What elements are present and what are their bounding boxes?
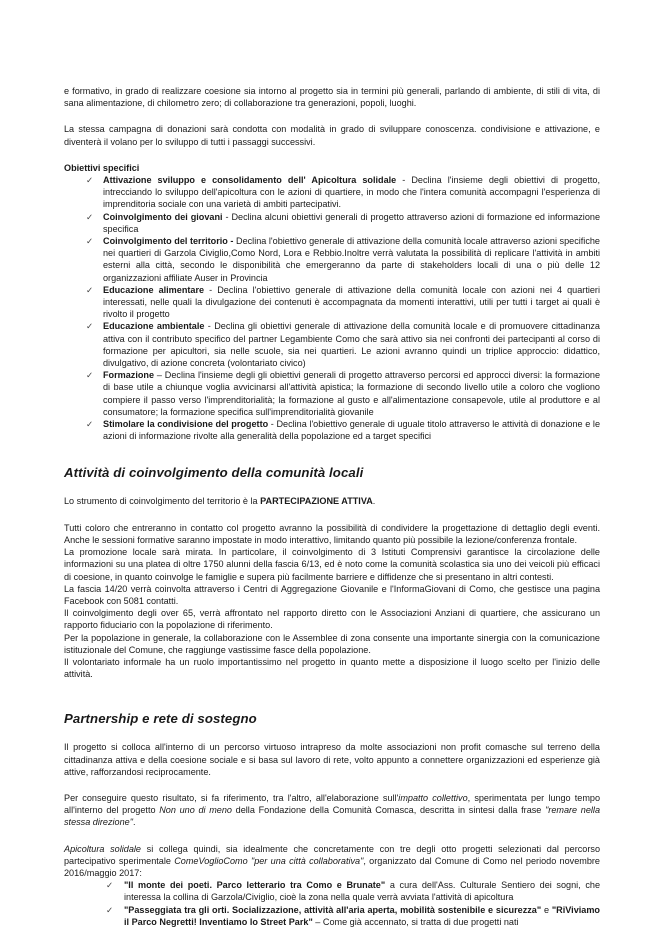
spacer (64, 148, 600, 162)
partnership-paragraph-3 (64, 843, 600, 880)
participation-lead (64, 495, 600, 507)
checkmark-icon: ✓ (106, 880, 114, 891)
attivita-paragraph-1: Tutti coloro che entreranno in contatto col progetto avranno la possibilità di condividere la progettazione di dettaglio degli eventi. Anche le sessioni formative saranno impostate in modo interattivo, limitando quanto più possibile la lezione/conferenza frontale. (64, 522, 600, 545)
text-run: . (132, 817, 136, 828)
checkmark-icon: ✓ (86, 370, 94, 381)
list-item-title: Coinvolgimento dei giovani (103, 211, 223, 222)
partnership-paragraph-1: Il progetto si colloca all'interno di un percorso virtuoso intrapreso da molte associazioni non profit comasche sul terreno della cittadinanza attiva e della coesione sociale e si basa sul lavoro di rete, volto appunto a connettere organizzazioni ed esperienze già attive, rafforzandosi reciprocamente. (64, 742, 600, 777)
list-item-body: - Declina gli obiettivi generale di attivazione della comunità locale e di promuovere cittadinanza attiva con il contributo specifico del partner Legambiente Como che sarà attivo sia nei confronti dei partecipanti al corso di formazione per apicultori, sia nelle scuole, sia nei quartieri. Le azioni avranno quindi un triplice approccio: didattico, divulgativo, di azione concreta (volontariato civico) (103, 321, 600, 369)
section-heading-attivita: Attività di coinvolgimento della comunità locali (64, 465, 364, 481)
text-run: della Fondazione della Comunità Comasca, descritta in sintesi dalla frase (231, 805, 546, 816)
list-item (64, 320, 600, 369)
section-heading-partnership: Partnership e rete di sostegno (64, 711, 257, 727)
italic-run: ComeVoglioComo "per una città collaborativa" (174, 855, 364, 866)
spacer (64, 442, 600, 464)
list-item (64, 879, 600, 903)
list-item-title: Formazione (103, 370, 155, 381)
list-item-body: Declina l'obiettivo generale di attivazione della comunità locale attraverso azioni specifiche nei quartieri di Garzola Civiglio,Como Nord, Lora e Rebbio.Inoltre verrà valutata la possibilità di replicare l'attività in ambiti esterni alla città, secondo le disponibilità che emergeranno da parte di stakeholders locali di una o più delle 12 organizzazioni affiliate Auser in Provincia (103, 236, 600, 283)
partnership-projects-list (64, 879, 600, 928)
attivita-paragraph-3: La fascia 14/20 verrà coinvolta attraverso i Centri di Aggregazione Giovanile e l'InformaGiovani di Como, che gestisce una pagina Facebook con 5081 contatti. (64, 583, 600, 606)
list-item-title: Attivazione sviluppo e consolidamento dell' Apicoltura solidale (103, 175, 397, 186)
list-item (64, 369, 600, 418)
list-item (64, 904, 600, 928)
checkmark-icon: ✓ (86, 175, 94, 186)
spacer (64, 727, 600, 741)
partnership-paragraph-2 (64, 792, 600, 829)
attivita-paragraph-2: La promozione locale sarà mirata. In particolare, il coinvolgimento di 3 Istituti Comprensivi garantisce la circolazione delle informazioni su una platea di oltre 1750 alunni della fascia 6/13, ed è noto come la comunità scolastica sia uno dei veicoli più efficaci di coesione, in quanto coinvolge le famiglie e supera più facilmente barriere e diffidenze che si presentano in altri contesti. (64, 547, 600, 582)
list-item (64, 284, 600, 321)
attivita-paragraph-6: Il volontariato informale ha un ruolo importantissimo nel progetto in quanto mette a disposizione il luogo scelto per l'inizio delle attività. (64, 656, 600, 680)
participation-lead-bold: PARTECIPAZIONE ATTIVA (260, 496, 373, 507)
list-item-body: – Come già accennato, si tratta di due progetti nati (312, 916, 519, 927)
spacer (64, 778, 600, 792)
attivita-paragraph-5: Per la popolazione in generale, la collaborazione con le Assemblee di zona consente una importante sinergia con la comunicazione istituzionale del Comune, che raggiunge vastissime fasce della popolazione. (64, 632, 600, 655)
italic-run: impatto collettivo (398, 792, 468, 803)
list-item-title: Educazione alimentare (103, 284, 205, 295)
checkmark-icon: ✓ (86, 419, 94, 430)
list-item-mid: e (541, 904, 552, 915)
list-item-body: - Declina alcuni obiettivi generali di progetto attraverso azioni di formazione ed informazione specifica (103, 211, 600, 234)
list-item (64, 174, 600, 211)
spacer (64, 508, 600, 522)
spacer (64, 829, 600, 843)
italic-run: Non uno di meno (159, 805, 232, 816)
spacer (64, 109, 600, 123)
spacer (64, 680, 600, 710)
checkmark-icon: ✓ (86, 236, 94, 247)
list-item-body: a cura dell'Ass. Culturale Sentiero dei sogni, che interessa la collina di Garzola/Civiglio, cioè la zona nella quale verrà avviata l'attività di apicoltura (124, 880, 600, 903)
participation-lead-suffix: . (372, 496, 376, 507)
spacer (64, 481, 600, 495)
objectives-list (64, 174, 600, 442)
text-run: si collega quindi, sia idealmente che concretamente con tre degli otto progetti selezionati dal percorso partecipativo sperimentale (64, 843, 600, 866)
intro-paragraph-1: e formativo, in grado di realizzare coesione sia intorno al progetto sia in termini più generali, parlando di ambiente, di stili di vita, di sana alimentazione, di chilometro zero; di collaborazione tra generazioni, popoli, luoghi. (64, 86, 600, 109)
list-item-title: "Il monte dei poeti. Parco letterario tra Como e Brunate" (124, 880, 386, 891)
list-item-title-2: "RiViviamo il Parco Negretti! Inventiamo lo Street Park" (124, 904, 600, 927)
participation-lead-prefix: Lo strumento di coinvolgimento del territorio è la (64, 496, 261, 507)
text-run: , sperimentata per lungo tempo all'interno del progetto (64, 792, 601, 816)
list-item-body: – Declina l'insieme degli gli obiettivi generali di progetto attraverso percorsi ed approcci diversi: la formazione di base utile a chiunque voglia avvicinarsi all'attività apistica; la formazione di secondo livello utile a coloro che vogliono compiere il passo verso l'imprenditorialità; la formazione al gusto e all'alimentazione consapevole, utile al produttore e al consumatore; la formazione specifica sull'imprenditorialità giovanile (103, 370, 600, 417)
list-item (64, 235, 600, 284)
list-item-title: Coinvolgimento del territorio - (103, 236, 234, 247)
text-run: , organizzato dal Comune di Como nel periodo novembre 2016/maggio 2017: (64, 855, 600, 878)
checkmark-icon: ✓ (86, 284, 94, 295)
list-item-body: - Declina l'insieme degli obiettivi di progetto, intrecciando lo sviluppo dell'apicoltura con le azioni di quartiere, in modo che l'intera comunità accompagni l'esperienza di imprenditoria sociale con una varietà di ambiti partecipativi. (103, 175, 601, 210)
objectives-heading: Obiettivi specifici (64, 162, 140, 173)
text-run: Per conseguire questo risultato, si fa riferimento, tra l'altro, all'elaborazione sull' (64, 792, 399, 803)
checkmark-icon: ✓ (106, 904, 114, 915)
list-item-title: Stimolare la condivisione del progetto (103, 419, 269, 430)
list-item-title: Educazione ambientale (103, 321, 205, 332)
list-item-body: - Declina l'obiettivo generale di uguale titolo attraverso le attività di donazione e le azioni di informazione rivolte alla generalità della popolazione ed a target specifici (103, 419, 600, 442)
checkmark-icon: ✓ (86, 321, 94, 332)
list-item (64, 418, 600, 442)
list-item (64, 211, 600, 235)
italic-run: Apicoltura solidale (64, 843, 141, 854)
checkmark-icon: ✓ (86, 211, 94, 222)
intro-paragraph-2: La stessa campagna di donazioni sarà condotta con modalità in grado di sviluppare conoscenza. condivisione e attivazione, e diventerà il volano per lo sviluppo di tutti i passaggi successivi. (64, 124, 600, 147)
italic-run: "remare nella stessa direzione" (64, 805, 600, 828)
attivita-paragraph-4: Il coinvolgimento degli over 65, verrà affrontato nel rapporto diretto con le Associazioni Anziani di quartiere, che assicurano un rapporto fiduciario con la popolazione di riferimento. (64, 608, 600, 631)
list-item-title: "Passeggiata tra gli orti. Socializzazione, attività all'aria aperta, mobilità sostenibile e sicurezza" (124, 904, 542, 915)
list-item-body: - Declina l'obiettivo generale di attivazione della comunità locale con azioni nei 4 quartieri interessati, nelle quali la divulgazione dei contenuti è accompagnata da momenti interattivi, utili per tutti i target ai quali è rivolto il progetto (103, 284, 600, 320)
